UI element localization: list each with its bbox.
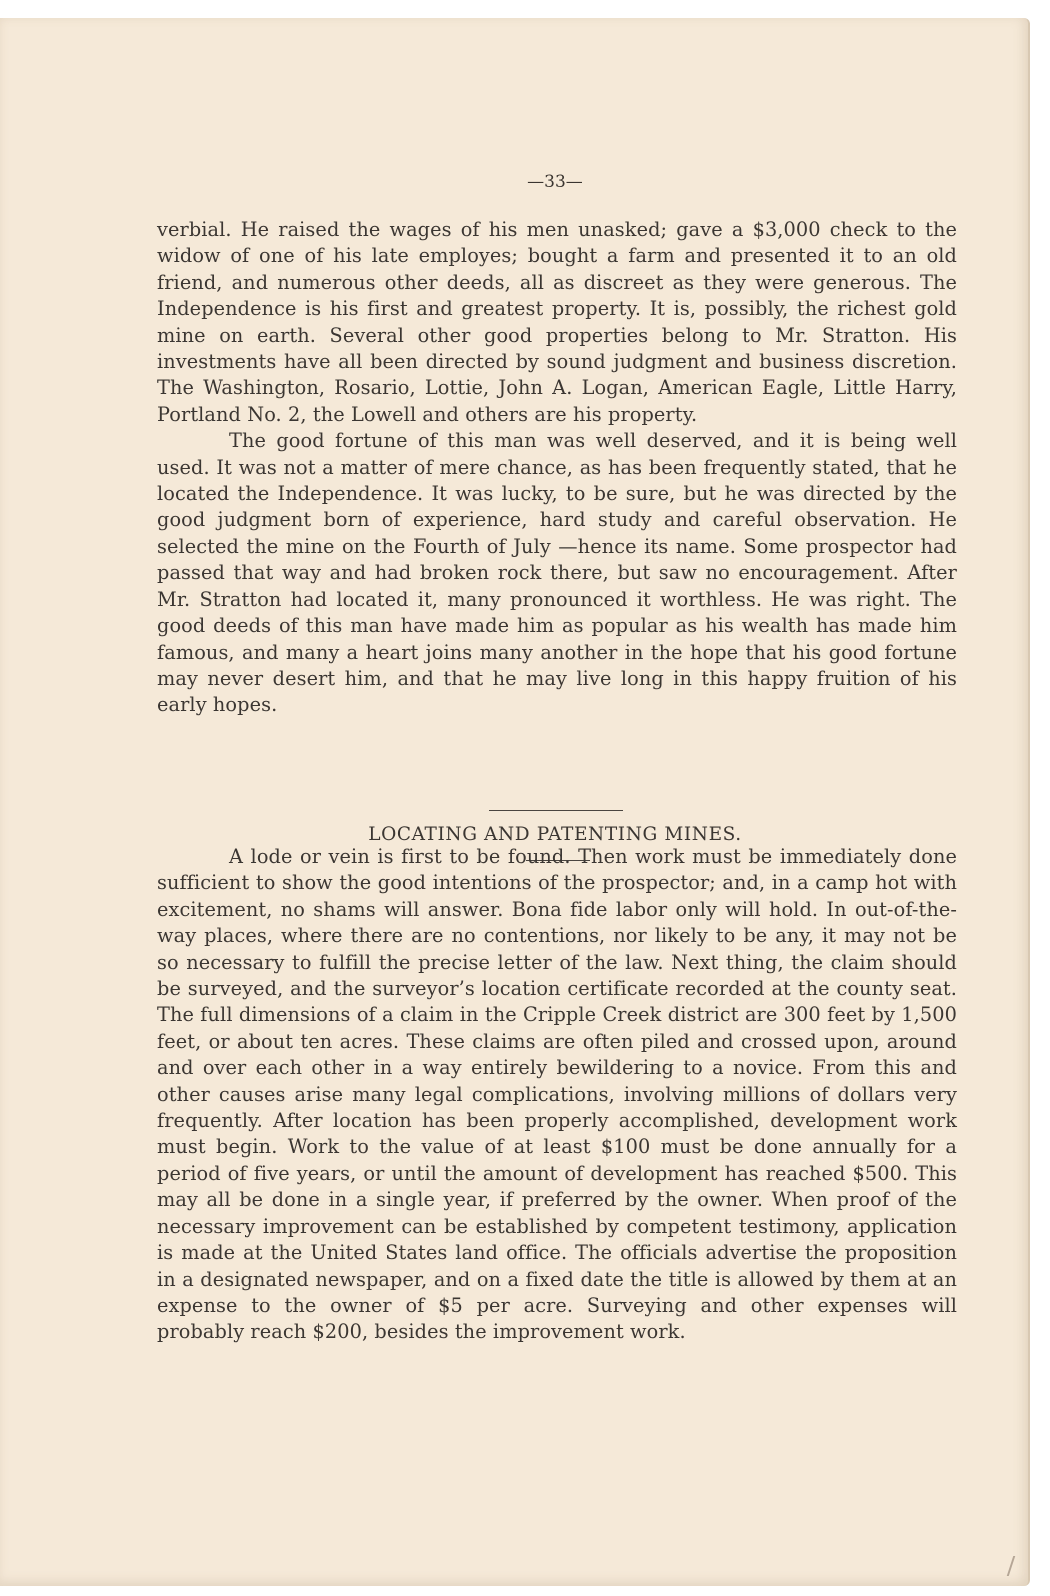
paragraph-locating-mines: A lode or vein is first to be found. Then work must be immediately done sufficient to show the good intentions of the prospector; and, in a camp hot with excitement, no shams will answer. Bona fide labor only will hold. In out-of-the-way places, where there are no contentions, nor likely to be any, it may not be so necessary to fulfill the precise letter of the law. Next thing, the claim should be surveyed, and the surveyor’s location certificate recorded at the county seat. The full dimensions of a claim in the Cripple Creek district are 300 feet by 1,500 feet, or about ten acres. These claims are often piled and crossed upon, around and over each other in a way entirely bewildering to a novice. From this and other causes arise many legal complications, involving millions of dollars very frequently. After location has been properly accomplished, development work must begin. Work to the value of at least $100 must be done annually for a period of five years, or until the amount of development has reached $500. This may all be done in a single year, if preferred by the owner. When proof of the necessary improvement can be established by competent testimony, application is made at the United States land office. The officials advertise the proposition in a designated newspaper, and on a fixed date the title is allowed by them at an expense to the owner of $5 per acre. Surveying and other expenses will probably reach $200, besides the improvement work. [157, 845, 957, 1344]
section-divider-top [489, 810, 623, 811]
section-heading: LOCATING AND PATENTING MINES. [368, 824, 742, 845]
body-text-after-heading [157, 844, 957, 1346]
page-number: —33— [527, 172, 583, 192]
book-page [0, 18, 1030, 1586]
paragraph-stratton-fortune: The good fortune of this man was well deserved, and it is being well used. It was not a matter of mere chance, as has been frequently stated, that he located the Independence. It was lucky, to be sure, but he was directed by the good judgment born of experience, hard study and careful observation. He selected the mine on the Fourth of July —hence its name. Some prospector had passed that way and had broken rock there, but saw no encouragement. After Mr. Stratton had located it, many pronounced it worthless. He was right. The good deeds of this man have made him as popular as his wealth has made him famous, and many a heart joins many another in the hope that his good fortune may never desert him, and that he may live long in this happy fruition of his early hopes. [157, 429, 957, 717]
page-corner-mark [993, 1556, 1015, 1576]
paragraph-continuation: verbial. He raised the wages of his men unasked; gave a $3,000 check to the widow of one of his late employes; bought a farm and presented it to an old friend, and numerous other deeds, all as discreet as they were generous. The Independence is his first and greatest property. It is, possibly, the richest gold mine on earth. Several other good properties belong to Mr. Stratton. His investments have all been directed by sound judgment and business discretion. The Washington, Rosario, Lottie, John A. Logan, American Eagle, Little Harry, Portland No. 2, the Lowell and others are his property. [157, 218, 957, 426]
body-text-before-heading [157, 217, 957, 719]
